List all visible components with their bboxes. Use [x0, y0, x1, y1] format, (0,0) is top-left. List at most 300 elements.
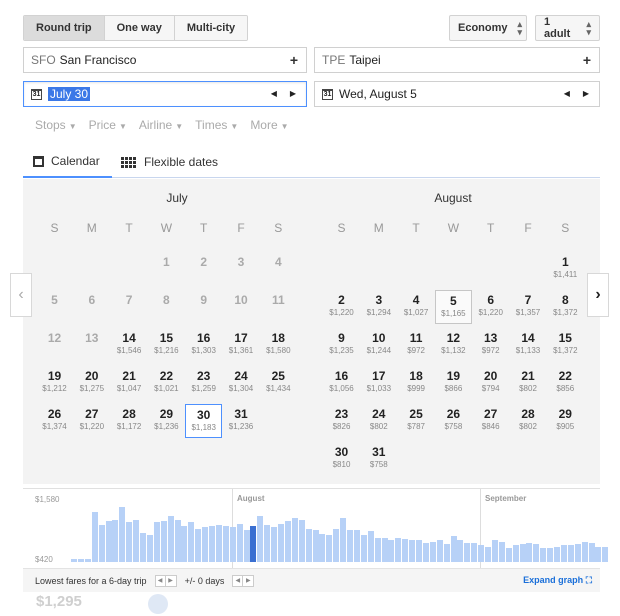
expand-graph-button[interactable]: [523, 575, 592, 586]
cabin-class-value: Economy: [458, 22, 508, 34]
price-bar[interactable]: [533, 544, 539, 562]
tab-calendar-label: Calendar: [51, 154, 100, 168]
return-date-stepper: [564, 89, 589, 98]
price-bar[interactable]: [195, 529, 201, 562]
day-price: $972: [407, 346, 425, 355]
calendar-day[interactable]: [472, 404, 509, 438]
day-number: 1: [163, 255, 170, 269]
airline-logo: [148, 594, 168, 614]
chevron-down-icon: ▼: [118, 122, 127, 131]
price-bar[interactable]: [464, 543, 470, 562]
weekday-header: S: [274, 221, 283, 235]
chevron-left-icon: ‹: [18, 286, 24, 303]
calendar-day[interactable]: [435, 366, 472, 400]
day-price: $1,216: [154, 346, 179, 355]
day-number: 4: [412, 293, 420, 307]
day-price: $1,033: [366, 384, 392, 393]
price-bar[interactable]: [402, 539, 408, 562]
day-number: 13: [85, 331, 99, 345]
filter-stops-label: Stops: [35, 118, 66, 132]
price-bar[interactable]: [237, 524, 243, 562]
price-bar[interactable]: [188, 522, 194, 562]
weekday-header: T: [487, 221, 495, 235]
day-price: $794: [481, 384, 500, 393]
day-number: 11: [409, 331, 423, 345]
day-number: 27: [484, 407, 498, 421]
price-bar[interactable]: [347, 530, 353, 562]
day-number: 9: [200, 293, 208, 307]
price-bar[interactable]: [416, 540, 422, 562]
calendar-day[interactable]: [510, 290, 547, 324]
price-bar[interactable]: [175, 520, 181, 562]
graph-max-label: $1,580: [35, 495, 60, 504]
day-price: $1,172: [116, 422, 142, 431]
day-number: 28: [521, 407, 535, 421]
filter-stops[interactable]: [35, 118, 77, 132]
price-bar[interactable]: [92, 512, 98, 562]
calendar-icon: [33, 156, 44, 167]
day-price: $1,021: [154, 384, 179, 393]
day-number: 30: [334, 445, 349, 459]
graph-min-label: $420: [35, 555, 53, 564]
chevron-right-icon: ›: [595, 286, 601, 303]
price-bar[interactable]: [333, 529, 339, 562]
calendar-day[interactable]: [472, 290, 509, 324]
price-bar[interactable]: [216, 525, 222, 562]
day-number: 28: [122, 407, 136, 421]
day-price: $1,220: [79, 422, 105, 431]
calendar-day[interactable]: [398, 328, 435, 362]
day-number: 17: [234, 331, 248, 345]
price-bar[interactable]: [313, 530, 319, 562]
price-bar[interactable]: [326, 535, 332, 562]
updown-icon: ▴ ▾: [586, 19, 591, 37]
price-bar[interactable]: [547, 548, 553, 562]
day-number: 20: [484, 369, 498, 383]
day-price: $846: [481, 422, 500, 431]
day-number: 25: [271, 369, 285, 383]
price-bar[interactable]: [106, 521, 112, 562]
price-bar[interactable]: [582, 542, 588, 562]
day-number: 20: [85, 369, 99, 383]
lowest-fares-label: Lowest fares for a 6-day trip: [35, 575, 147, 586]
price-bar[interactable]: [112, 520, 118, 562]
weekday-header: T: [125, 221, 133, 235]
trip-type-toggle: [23, 15, 248, 41]
weekday-header: S: [561, 221, 570, 235]
calendar-day[interactable]: [260, 328, 297, 362]
day-price: $802: [369, 422, 388, 431]
calendar-day: [223, 252, 260, 286]
results-behind: [0, 593, 620, 616]
day-number: 22: [558, 369, 572, 383]
price-bar[interactable]: [119, 507, 125, 562]
day-number: 9: [338, 331, 345, 345]
weekday-header: W: [447, 221, 460, 235]
chevron-down-icon: ▼: [175, 122, 184, 131]
graph-month-september: September: [485, 494, 527, 503]
price-bar[interactable]: [568, 545, 574, 562]
day-price: $1,372: [553, 346, 578, 355]
price-bar[interactable]: [554, 547, 560, 562]
calendar-day[interactable]: [148, 328, 185, 362]
calendar-day[interactable]: [223, 404, 260, 438]
calendar-day[interactable]: [360, 366, 397, 400]
price-bar[interactable]: [78, 559, 84, 562]
tab-calendar[interactable]: [23, 146, 112, 178]
day-price: $1,236: [228, 422, 254, 431]
chevron-down-icon: ▼: [68, 122, 77, 131]
day-number: 29: [159, 407, 174, 421]
price-bar[interactable]: [306, 529, 312, 562]
graph-month-august: August: [237, 494, 265, 503]
day-number: 17: [372, 369, 386, 383]
next-day-icon[interactable]: ▶: [582, 89, 589, 98]
days-flex-stepper: [232, 575, 254, 587]
depart-date-value: July 30: [50, 87, 89, 101]
calendar-day[interactable]: [73, 366, 110, 400]
decrease-icon[interactable]: ◀: [156, 576, 166, 586]
day-price: $1,303: [191, 346, 216, 355]
calendar-day: [185, 290, 222, 324]
price-bar[interactable]: [395, 538, 401, 562]
price-bar[interactable]: [437, 540, 443, 562]
calendar-day: [111, 290, 148, 324]
calendar-day[interactable]: [510, 366, 547, 400]
day-price: $1,434: [266, 384, 291, 393]
day-number: 5: [51, 293, 58, 307]
day-price: $1,133: [515, 346, 541, 355]
day-number: 6: [88, 293, 96, 307]
increase-icon[interactable]: ▶: [168, 578, 173, 584]
expand-graph-label: Expand graph: [523, 575, 584, 585]
calendar-day[interactable]: [111, 328, 148, 362]
calendar-day[interactable]: [435, 328, 472, 362]
multi-city-button[interactable]: Multi-city: [175, 16, 247, 40]
result-price: $1,295: [36, 593, 82, 610]
day-price: $1,235: [329, 346, 354, 355]
day-number: 4: [274, 255, 282, 269]
calendar-day[interactable]: [185, 366, 222, 400]
origin-code: SFO: [31, 53, 56, 67]
weekday-header: T: [200, 221, 208, 235]
next-month-button[interactable]: [587, 273, 609, 317]
calendar-day[interactable]: [323, 366, 360, 400]
day-price: $1,027: [403, 308, 429, 317]
calendar-day[interactable]: [435, 290, 472, 324]
graph-footer: [23, 568, 600, 592]
calendar-day[interactable]: [360, 290, 397, 324]
price-bar[interactable]: [382, 538, 388, 562]
date-picker-tabs: [23, 146, 600, 178]
day-number: 8: [163, 293, 170, 307]
day-number: 14: [122, 331, 136, 345]
price-bar[interactable]: [561, 545, 567, 562]
decrease-icon[interactable]: ◀: [233, 576, 243, 586]
day-number: 10: [234, 293, 248, 307]
day-price: $972: [481, 346, 500, 355]
calendar-day: [260, 290, 297, 324]
day-price: $1,259: [191, 384, 216, 393]
filter-times-label: Times: [195, 118, 228, 132]
next-day-icon[interactable]: ▶: [289, 89, 296, 98]
price-bar[interactable]: [271, 527, 277, 562]
calendar-day: [36, 290, 73, 324]
price-bar[interactable]: [126, 522, 132, 562]
price-bar[interactable]: [589, 543, 595, 562]
day-number: 2: [338, 293, 345, 307]
price-bar[interactable]: [147, 535, 153, 562]
price-bar[interactable]: [223, 526, 229, 562]
day-number: 31: [372, 445, 386, 459]
calendar-day[interactable]: [148, 366, 185, 400]
tab-flexible-dates-label: Flexible dates: [144, 155, 219, 169]
weekday-header: T: [412, 221, 420, 235]
calendar-day[interactable]: [111, 366, 148, 400]
calendar-day[interactable]: [360, 328, 397, 362]
day-number: 8: [561, 293, 569, 307]
add-origin-icon[interactable]: +: [289, 52, 298, 68]
price-bar[interactable]: [595, 547, 601, 562]
price-bar[interactable]: [499, 542, 505, 562]
day-number: 13: [484, 331, 498, 345]
calendar-day[interactable]: [547, 328, 584, 362]
calendar-day: [148, 252, 185, 286]
prev-day-icon[interactable]: ◀: [563, 89, 570, 98]
day-price: $1,374: [42, 422, 67, 431]
price-bar[interactable]: [71, 559, 77, 562]
filter-price-label: Price: [88, 118, 116, 132]
day-number: 15: [159, 331, 174, 345]
day-number: 23: [334, 407, 349, 421]
price-bar[interactable]: [285, 521, 291, 562]
return-date-field[interactable]: [314, 81, 600, 107]
month-title-july: July: [166, 191, 188, 205]
day-number: 29: [558, 407, 572, 421]
updown-icon: ▴ ▾: [517, 19, 523, 37]
search-options-row: [23, 15, 600, 41]
price-bar[interactable]: [423, 543, 429, 562]
day-number: 27: [85, 407, 99, 421]
depart-date-stepper: [271, 89, 296, 98]
tab-flexible-dates[interactable]: [121, 146, 218, 178]
price-bar[interactable]: [368, 531, 374, 562]
day-number: 14: [521, 331, 535, 345]
price-bar[interactable]: [209, 526, 215, 562]
calendar-day[interactable]: [398, 404, 435, 438]
price-bar[interactable]: [361, 535, 367, 562]
price-bar[interactable]: [444, 544, 450, 562]
calendar-day[interactable]: [472, 328, 509, 362]
one-way-button[interactable]: One way: [105, 16, 175, 40]
price-bar[interactable]: [181, 526, 187, 562]
calendar-day[interactable]: [111, 404, 148, 438]
calendar-day[interactable]: [547, 290, 584, 324]
calendar-day[interactable]: [323, 328, 360, 362]
price-bar[interactable]: [471, 543, 477, 562]
price-bar[interactable]: [230, 527, 236, 562]
destination-city: Taipei: [349, 53, 381, 67]
price-graph: [23, 488, 600, 568]
day-number: 31: [234, 407, 248, 421]
price-bar[interactable]: [85, 559, 91, 562]
calendar-day[interactable]: [398, 290, 435, 324]
calendar-day: [36, 328, 73, 362]
day-number: 1: [561, 255, 569, 269]
calendar-day[interactable]: [547, 252, 584, 286]
price-bar[interactable]: [140, 533, 146, 562]
prev-month-button[interactable]: [10, 273, 32, 317]
price-bar[interactable]: [492, 540, 498, 562]
price-bar[interactable]: [168, 516, 174, 562]
price-bar[interactable]: [451, 536, 457, 562]
day-number: 16: [334, 369, 349, 383]
day-number: 24: [372, 407, 386, 421]
chevron-down-icon: ▼: [280, 122, 289, 131]
cabin-class-select[interactable]: [449, 15, 527, 41]
price-bar[interactable]: [264, 525, 270, 562]
day-price: $802: [519, 384, 537, 393]
price-bar[interactable]: [485, 547, 491, 562]
calendar-day[interactable]: [547, 404, 584, 438]
weekday-header: F: [237, 221, 245, 235]
day-price: $1,361: [228, 346, 254, 355]
day-price: $802: [519, 422, 537, 431]
calendar-day[interactable]: [360, 442, 397, 476]
calendar-day[interactable]: [472, 366, 509, 400]
filter-times[interactable]: [195, 118, 238, 132]
round-trip-button[interactable]: Round trip: [24, 16, 105, 40]
price-bar[interactable]: [602, 547, 608, 562]
calendar-day[interactable]: [547, 366, 584, 400]
price-bar[interactable]: [250, 526, 256, 562]
price-bar[interactable]: [340, 518, 346, 562]
calendar-panel: [23, 179, 600, 484]
calendar-day[interactable]: [185, 328, 222, 362]
filter-airline-label: Airline: [138, 118, 173, 132]
origin-city: San Francisco: [59, 53, 137, 67]
day-number: 7: [524, 293, 532, 307]
calendar-day[interactable]: [323, 290, 360, 324]
price-bar[interactable]: [575, 544, 581, 562]
calendar-day: [260, 252, 297, 286]
prev-day-icon[interactable]: ◀: [270, 89, 277, 98]
filter-more[interactable]: [250, 118, 288, 132]
calendar-day: [185, 252, 222, 286]
origin-field[interactable]: [23, 47, 307, 73]
depart-date-field[interactable]: [23, 81, 307, 107]
day-price: $1,580: [266, 346, 291, 355]
price-bar[interactable]: [388, 540, 394, 562]
price-bar[interactable]: [202, 527, 208, 562]
calendar-day[interactable]: [360, 404, 397, 438]
calendar-day: [148, 290, 185, 324]
calendar-day[interactable]: [185, 404, 222, 438]
calendar-day[interactable]: [398, 366, 435, 400]
expand-icon: ⛶: [585, 575, 592, 585]
day-price: $1,294: [366, 308, 392, 317]
trip-length-stepper: [155, 575, 177, 587]
passengers-select[interactable]: [535, 15, 600, 41]
day-price: $1,372: [553, 308, 578, 317]
chevron-down-icon: ▼: [230, 122, 239, 131]
price-bar[interactable]: [278, 524, 284, 562]
day-price: $999: [407, 384, 425, 393]
calendar-day[interactable]: [323, 442, 360, 476]
day-number: 21: [521, 369, 535, 383]
day-number: 26: [47, 407, 62, 421]
price-bar[interactable]: [409, 540, 415, 562]
calendar-day[interactable]: [260, 366, 297, 400]
calendar-icon: 31: [32, 90, 41, 98]
price-bar[interactable]: [506, 548, 512, 562]
day-price: $856: [556, 384, 575, 393]
price-bar[interactable]: [526, 543, 532, 562]
day-price: $1,047: [116, 384, 142, 393]
calendar-day[interactable]: [148, 404, 185, 438]
calendar-day[interactable]: [36, 404, 73, 438]
price-bar[interactable]: [520, 544, 526, 562]
calendar-day[interactable]: [323, 404, 360, 438]
price-bar[interactable]: [244, 530, 250, 562]
filter-airline[interactable]: [139, 118, 183, 132]
filter-price[interactable]: [89, 118, 127, 132]
price-bar[interactable]: [354, 530, 360, 562]
day-price: $810: [332, 460, 351, 469]
price-bar[interactable]: [457, 540, 463, 562]
destination-field[interactable]: [314, 47, 600, 73]
price-bar[interactable]: [299, 520, 305, 562]
day-number: 12: [446, 331, 461, 345]
price-bar[interactable]: [319, 534, 325, 562]
price-bar[interactable]: [540, 548, 546, 562]
day-number: 30: [197, 408, 211, 422]
price-bar[interactable]: [257, 516, 263, 562]
day-number: 24: [234, 369, 248, 383]
price-bar[interactable]: [292, 518, 298, 562]
day-number: 22: [159, 369, 174, 383]
price-bar[interactable]: [133, 520, 139, 562]
calendar-day[interactable]: [223, 328, 260, 362]
day-price: $1,304: [228, 384, 254, 393]
calendar-day[interactable]: [510, 328, 547, 362]
price-bar[interactable]: [99, 525, 105, 562]
calendar-day[interactable]: [435, 404, 472, 438]
price-bar[interactable]: [375, 538, 381, 562]
day-number: 3: [375, 293, 383, 307]
increase-icon[interactable]: ▶: [246, 578, 251, 584]
price-bar[interactable]: [161, 521, 167, 562]
weekday-header: S: [50, 221, 59, 235]
day-price: $1,212: [42, 384, 67, 393]
calendar-day: [73, 328, 110, 362]
day-number: 7: [125, 293, 133, 307]
days-flex-label: +/- 0 days: [184, 575, 225, 586]
add-destination-icon[interactable]: +: [582, 52, 591, 68]
price-bar[interactable]: [478, 545, 484, 562]
day-number: 11: [271, 293, 285, 307]
price-bar[interactable]: [154, 522, 160, 562]
day-price: $1,357: [515, 308, 541, 317]
calendar-day[interactable]: [36, 366, 73, 400]
weekday-header: M: [86, 221, 97, 235]
price-bar[interactable]: [430, 542, 436, 562]
price-bar[interactable]: [513, 545, 519, 562]
calendar-day[interactable]: [510, 404, 547, 438]
calendar-day[interactable]: [73, 404, 110, 438]
day-price: $826: [332, 422, 351, 431]
calendar-day[interactable]: [223, 366, 260, 400]
